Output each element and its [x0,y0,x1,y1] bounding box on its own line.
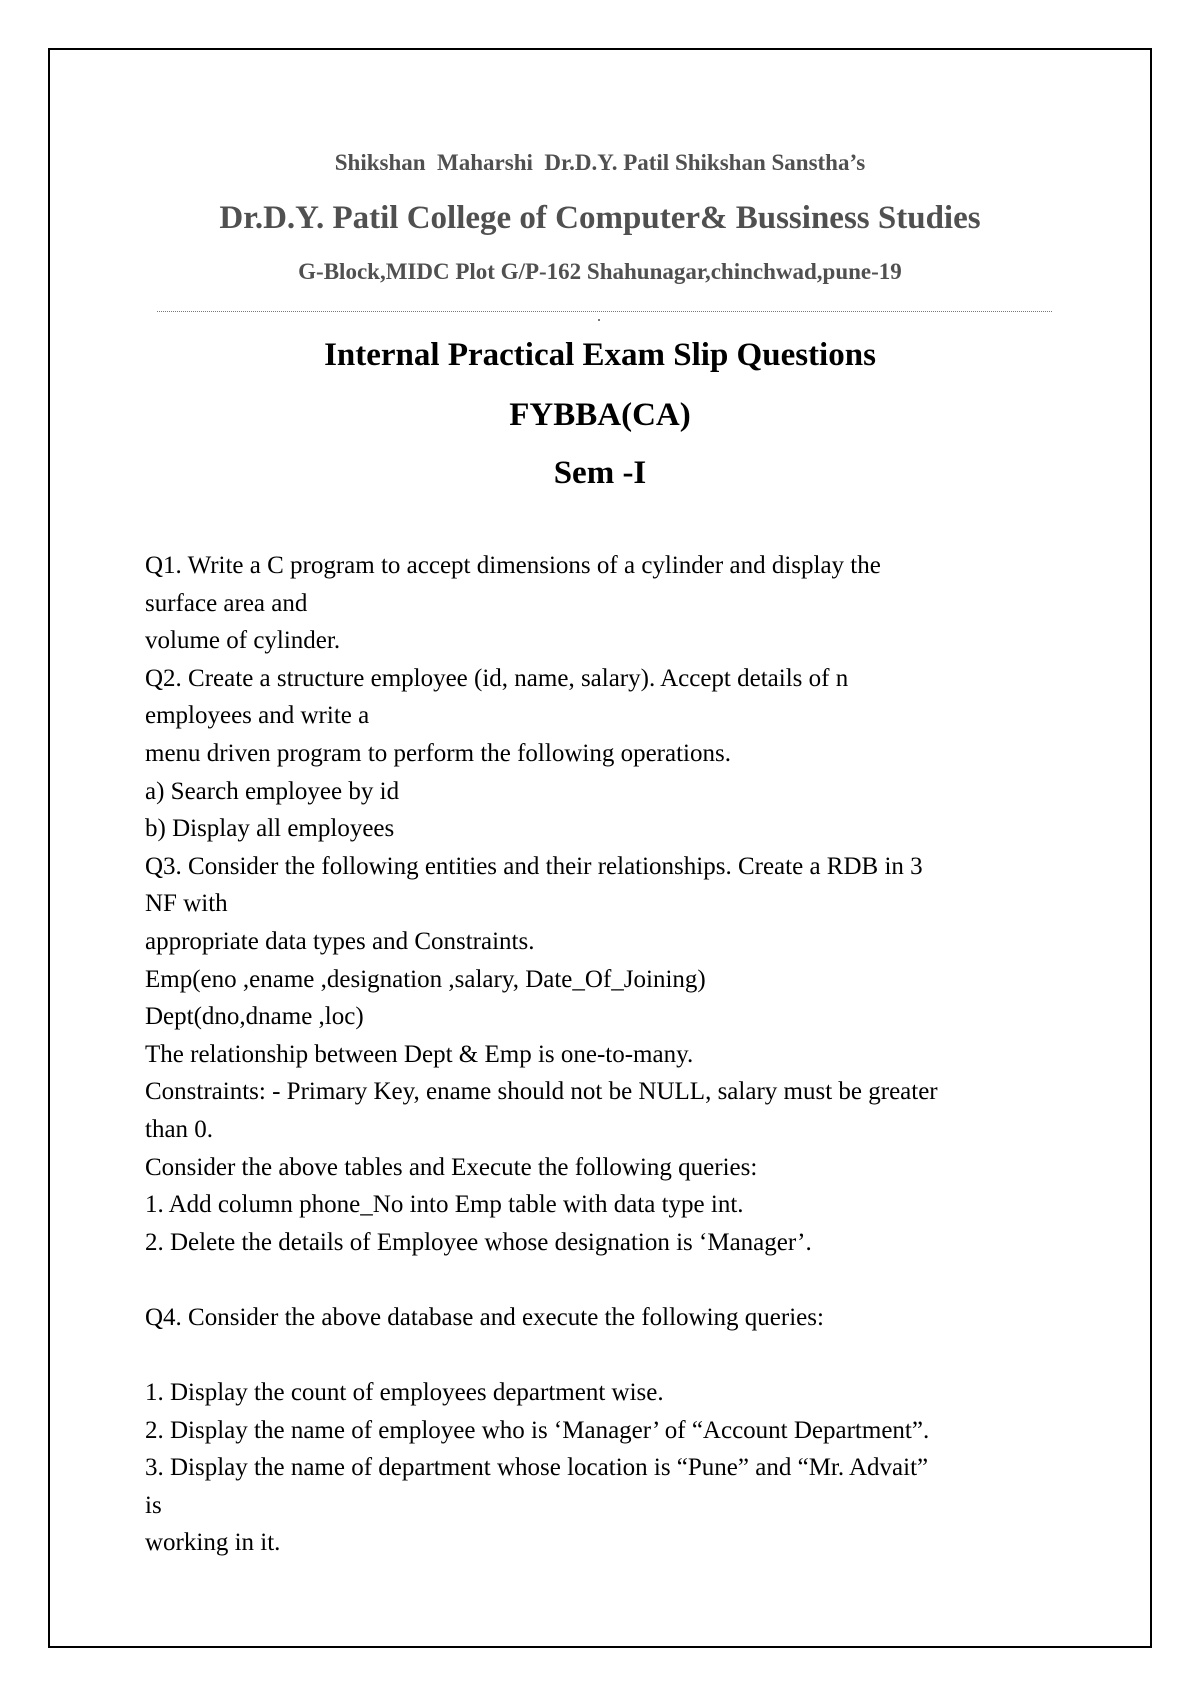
divider-dot [598,319,600,321]
question-line: is [145,1491,162,1519]
question-line: Q3. Consider the following entities and their relationships. Create a RDB in 3 [145,852,923,880]
question-line: working in it. [145,1529,281,1557]
blank-line [145,1261,1065,1299]
semester-title: Sem -I [553,455,647,491]
college-address: G-Block,MIDC Plot G/P-162 Shahunagar,chinchwad,pune-19 [298,259,902,284]
course-title: FYBBA(CA) [509,397,691,433]
question-line: Q4. Consider the above database and execute the following queries: [145,1303,824,1331]
question-line: Q1. Write a C program to accept dimensions of a cylinder and display the [145,552,881,579]
question-line: NF with [145,890,228,918]
question-line: 1. Add column phone_No into Emp table with data type int. [145,1191,744,1219]
question-line: 2. Delete the details of Employee whose designation is ‘Manager’. [145,1228,812,1256]
question-line: appropriate data types and Constraints. [145,927,535,955]
blank-line [145,1336,1065,1374]
question-line: surface area and [145,589,308,617]
question-line: menu driven program to perform the following operations. [145,739,731,767]
question-line: Consider the above tables and Execute the following queries: [145,1153,758,1181]
question-line: 1. Display the count of employees department wise. [145,1379,664,1407]
question-line: b) Display all employees [145,815,395,843]
question-line: 2. Display the name of employee who is ‘Manager’ of “Account Department”. [145,1416,930,1444]
question-line: The relationship between Dept & Emp is one-to-many. [145,1040,694,1068]
question-list [145,547,1065,1562]
question-line: Dept(dno,dname ,loc) [145,1003,364,1031]
question-line: than 0. [145,1115,214,1143]
college-name: Dr.D.Y. Patil College of Computer& Bussiness Studies [219,200,981,236]
question-line: Q2. Create a structure employee (id, name, salary). Accept details of n [145,664,849,692]
exam-title: Internal Practical Exam Slip Questions [324,337,876,373]
trust-name: Shikshan Maharshi Dr.D.Y. Patil Shikshan Sanstha’s [334,150,866,175]
question-line: employees and write a [145,702,370,730]
question-line: 3. Display the name of department whose location is “Pune” and “Mr. Advait” [145,1454,929,1482]
question-line: Constraints: - Primary Key, ename should not be NULL, salary must be greater [145,1078,938,1106]
question-line: Emp(eno ,ename ,designation ,salary, Date_Of_Joining) [145,965,706,993]
question-line: volume of cylinder. [145,627,341,655]
header-divider [157,311,1052,312]
question-line: a) Search employee by id [145,777,400,805]
